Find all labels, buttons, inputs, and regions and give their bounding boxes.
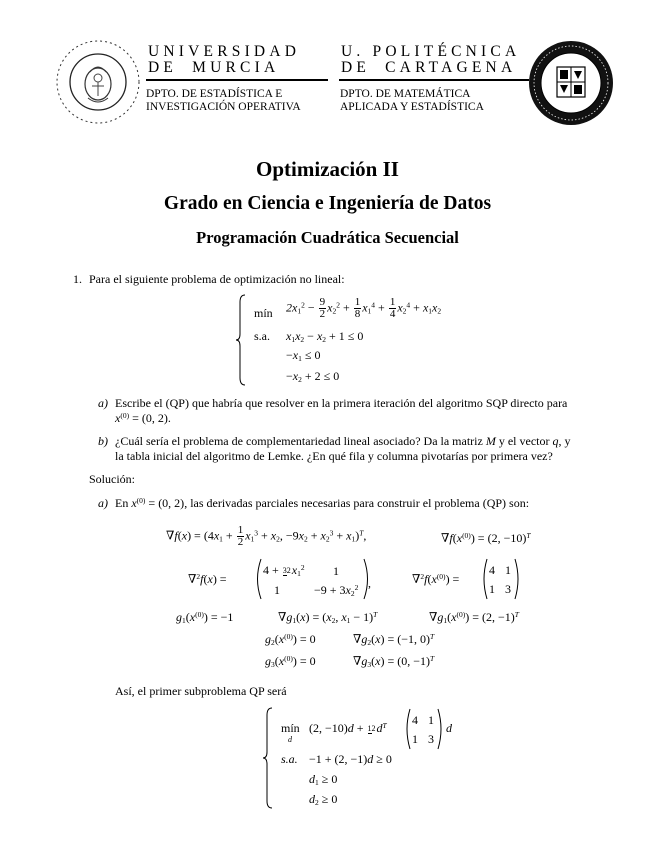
qp-brace: [262, 707, 274, 809]
left-uni-line1: UNIVERSIDAD: [148, 43, 301, 60]
upct-seal-icon: [527, 39, 615, 127]
g1-value: $g_1(x^{(0)}) = -1$: [176, 610, 234, 625]
left-dept-line1: DPTO. DE ESTADÍSTICA E: [146, 88, 283, 100]
qp-constraint-2: $d_1 \ge 0$: [309, 772, 338, 787]
objective-function: $2x_1^2$ − $\frac{9}{2}$ $x_2^2$ + $\frac{1}{8}$ $x_1^4$ + $\frac{1}{4}$ $x_2^4 + x_1x_2$: [286, 296, 442, 320]
part-b-text3: , y: [558, 434, 571, 448]
right-header-rule: [339, 79, 529, 81]
g1-gradient: $\nabla g_1(x) = (x_2$, $x_1 - 1)^T$: [278, 610, 378, 625]
g2-value: $g_2(x^{(0)}) = 0$: [265, 632, 316, 647]
qp-matrix: 4 1 1 3: [404, 708, 444, 750]
solution-a-label: a): [98, 496, 108, 510]
solution-a-text1: En: [115, 496, 129, 510]
course-subtitle: Grado en Ciencia e Ingeniería de Datos: [163, 193, 492, 214]
right-dept-line2: APLICADA Y ESTADÍSTICA: [340, 101, 484, 113]
topic-title: Programación Cuadrática Secuencial: [196, 228, 459, 247]
gradient-f-at-x0: $\nabla f(x^{(0)}) = (2$, −10)$^T$: [441, 531, 531, 545]
qp-constraint-1: −1 + (2, −1)d ≥ 0: [309, 752, 392, 766]
part-b-text4: la tabla inicial del algoritmo de Lemke. ¿En qué fila y columna pivotarías por primera vez?: [115, 449, 553, 463]
left-uni-line2: DE MURCIA: [148, 59, 280, 76]
part-a-text: Escribe el (QP) que habría que resolver en la primera iteración del algoritmo SQP directo para: [115, 396, 568, 410]
qp-objective-tail: d: [446, 721, 452, 735]
qp-min-label: mín: [281, 721, 300, 735]
hessian-f-label: ∇$^2$f(x) =: [188, 572, 227, 586]
hessian-f-matrix: $4 + 32x_1^2$ 1 1 $-9 + 3x_2^2$ ,: [254, 558, 378, 600]
right-uni-line2: DE CARTAGENA: [341, 59, 517, 76]
g2-gradient: $\nabla g_2(x) = (-1$, 0)$^T$: [353, 632, 435, 647]
part-b-text1: ¿Cuál sería el problema de complementariedad lineal asociado? Da la matriz: [115, 434, 483, 448]
hessian-f-at-x0-label: $\nabla^2f(x^{(0)})$ =: [412, 572, 460, 586]
right-dept-line1: DPTO. DE MATEMÁTICA: [340, 88, 471, 100]
right-uni-line1: U. POLITÉCNICA: [341, 43, 521, 60]
constraint-2: $-x_1 \le 0$: [286, 348, 321, 363]
part-b-line1: ¿Cuál sería el problema de complementariedad lineal asociado? Da la matriz M y el vector q, y: [115, 434, 571, 448]
left-header-rule: [146, 79, 328, 81]
part-b-text2: y el vector: [498, 434, 550, 448]
problem-number: 1.: [73, 272, 82, 286]
left-dept-line2: INVESTIGACIÓN OPERATIVA: [146, 101, 301, 113]
hessian-f-at-x0-matrix: 4 1 1 3: [481, 558, 521, 600]
g3-gradient: $\nabla g_3(x) = (0$, −1)$^T$: [353, 654, 435, 669]
problem-brace: [235, 294, 247, 386]
qp-objective: (2, $-10)d + 12d^T$: [309, 721, 387, 735]
umu-seal-icon: [54, 38, 142, 126]
solution-a-line: En $x^{(0)} = (0$, 2), las derivadas parciales necesarias para construir el problema (QP) son:: [115, 496, 530, 510]
umu-seal: [54, 38, 142, 126]
solution-heading: Solución:: [89, 472, 136, 486]
qp-min-subscript: d: [288, 735, 292, 744]
part-a-point: $x^{(0)} = (0$, 2).: [115, 411, 171, 425]
page-title: Optimización II: [256, 157, 399, 181]
part-b-label: b): [98, 434, 108, 448]
qp-st-label: s.a.: [281, 752, 298, 766]
problem-intro: Para el siguiente problema de optimización no lineal:: [89, 272, 345, 286]
solution-conclusion: Así, el primer subproblema QP será: [115, 684, 287, 698]
upct-seal: [527, 39, 615, 127]
qp-constraint-3: $d_2 \ge 0$: [309, 792, 338, 807]
constraint-3: $-x_2 + 2 \le 0$: [286, 369, 340, 384]
g1-gradient-at-x0: $\nabla g_1(x^{(0)}) = (2$, −1)$^T$: [429, 610, 519, 625]
constraint-1: $x_1x_2 - x_2 + 1 \le 0$: [286, 329, 364, 344]
part-a-label: a): [98, 396, 108, 410]
gradient-f: $\nabla f(x) = (4x_1$ + $\frac{1}{2}$ $x_1^3 + x_2$, $-9x_2 + x_2^3 + x_1)^T$,: [166, 524, 367, 548]
constraint-label: s.a.: [254, 329, 270, 343]
objective-label: mín: [254, 306, 273, 320]
g3-value: $g_3(x^{(0)}) = 0$: [265, 654, 316, 669]
solution-a-text2: , las derivadas parciales necesarias para construir el problema (QP) son:: [184, 496, 530, 510]
